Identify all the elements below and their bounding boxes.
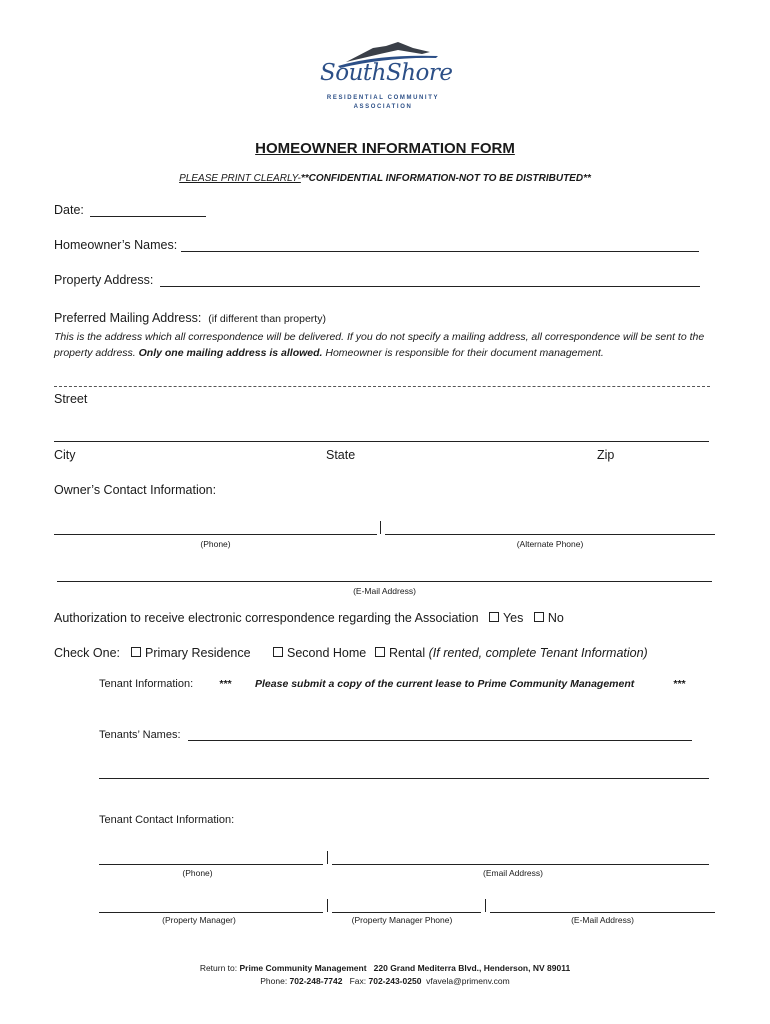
owner-email-field[interactable] <box>57 581 712 582</box>
tenants-names-label: Tenants’ Names: <box>99 729 181 741</box>
date-field[interactable] <box>90 216 206 217</box>
authorization-row <box>54 611 564 625</box>
tenant-phone-field[interactable] <box>99 864 323 865</box>
tenant-email-caption: (Email Address) <box>483 868 543 878</box>
footer-contact-line: Phone: 702-248-7742 Fax: 702-243-0250 vfavela@primenv.com <box>260 976 510 986</box>
field-separator <box>327 851 328 864</box>
tenant-phone-caption: (Phone) <box>182 868 213 878</box>
street-field[interactable] <box>54 386 710 387</box>
footer-email[interactable]: vfavela@primenv.com <box>426 976 510 986</box>
date-label: Date: <box>54 203 84 217</box>
owner-contact-heading: Owner’s Contact Information: <box>54 483 217 497</box>
authorization-text: Authorization to receive electronic correspondence regarding the Association <box>54 611 479 625</box>
property-address-label: Property Address: <box>54 273 154 287</box>
second-home-option[interactable]: Second Home <box>273 646 366 660</box>
owner-alt-phone-field[interactable] <box>385 534 715 535</box>
state-label: State <box>326 448 356 462</box>
stars-right: *** <box>673 678 686 690</box>
street-label: Street <box>54 392 88 406</box>
city-state-zip-field[interactable] <box>54 441 709 442</box>
owner-phone-field[interactable] <box>54 534 377 535</box>
property-address-field[interactable] <box>160 286 700 287</box>
tenant-email-field[interactable] <box>332 864 709 865</box>
authorization-yes-label: Yes <box>502 611 524 625</box>
check-one-label: Check One: <box>54 646 121 660</box>
rental-checkbox[interactable] <box>375 647 385 657</box>
primary-residence-option[interactable]: Primary Residence <box>131 646 251 660</box>
logo-line-1: RESIDENTIAL COMMUNITY <box>326 95 440 101</box>
authorization-no-checkbox[interactable] <box>534 612 544 622</box>
owner-alt-phone-caption: (Alternate Phone) <box>516 539 584 549</box>
mailing-address-label: Preferred Mailing Address: (if different than property) <box>54 311 326 325</box>
footer-return-line: Return to: Prime Community Management 220 Grand Mediterra Blvd., Henderson, NV 89011 <box>199 963 571 973</box>
stars-left: *** <box>219 678 232 690</box>
city-label: City <box>54 448 76 462</box>
property-manager-field[interactable] <box>99 912 323 913</box>
pm-email-caption: (E-Mail Address) <box>571 915 634 925</box>
authorization-no-label: No <box>547 611 564 625</box>
rental-option[interactable]: Rental (If rented, complete Tenant Information) <box>375 646 648 660</box>
association-logo <box>318 40 453 115</box>
tenant-info-label: Tenant Information: <box>99 678 194 690</box>
field-separator <box>380 521 381 534</box>
mailing-address-hint: (if different than property) <box>208 313 326 325</box>
lease-note: Please submit a copy of the current lease to Prime Community Management <box>255 678 635 690</box>
second-home-checkbox[interactable] <box>273 647 283 657</box>
authorization-yes-checkbox[interactable] <box>489 612 499 622</box>
property-manager-caption: (Property Manager) <box>162 915 236 925</box>
tenants-names-field[interactable] <box>188 740 692 741</box>
rental-note: (If rented, complete Tenant Information) <box>428 646 648 660</box>
tenants-names-field-2[interactable] <box>99 778 709 779</box>
form-subtitle: PLEASE PRINT CLEARLY-**CONFIDENTIAL INFORMATION-NOT TO BE DISTRIBUTED** <box>179 173 591 184</box>
logo-wordmark: SouthShore <box>320 60 453 86</box>
homeowner-names-label: Homeowner’s Names: <box>54 238 178 252</box>
field-separator <box>327 899 328 912</box>
owner-email-caption: (E-Mail Address) <box>353 586 416 596</box>
tenant-contact-heading: Tenant Contact Information: <box>99 814 235 826</box>
pm-phone-field[interactable] <box>332 912 481 913</box>
pm-email-field[interactable] <box>490 912 715 913</box>
owner-phone-caption: (Phone) <box>200 539 231 549</box>
mailing-address-note: This is the address which all correspondence will be delivered. If you do not specify a mailing address, all correspondence will be sent to the property address. Only one mailing address is allowed. Homeowner is responsible for their document management. <box>54 331 705 359</box>
form-title: HOMEOWNER INFORMATION FORM <box>255 140 515 157</box>
pm-phone-caption: (Property Manager Phone) <box>351 915 453 925</box>
logo-line-2: ASSOCIATION <box>353 104 413 110</box>
primary-residence-checkbox[interactable] <box>131 647 141 657</box>
homeowner-names-field[interactable] <box>181 251 699 252</box>
field-separator <box>485 899 486 912</box>
zip-label: Zip <box>597 448 615 462</box>
